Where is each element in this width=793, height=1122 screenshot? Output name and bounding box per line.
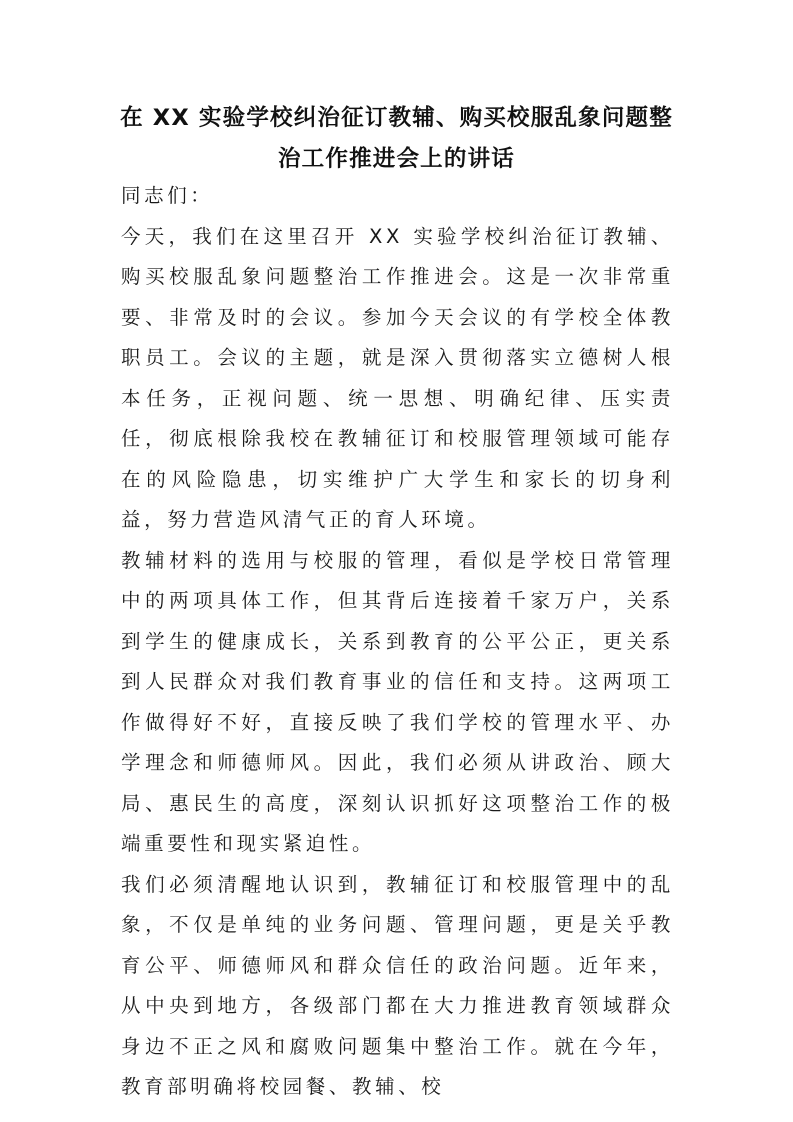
paragraph-3: 我们必须清醒地认识到，教辅征订和校服管理中的乱象，不仅是单纯的业务问题、管理问题，更是关乎教育公平、师德师风和群众信任的政治问题。近年来，从中央到地方，各级部门都在大力推进教育领域群众身边不正之风和腐败问题集中整治工作。就在今年，教育部明确将校园餐、教辅、校 (121, 872, 674, 1098)
paragraph-1: 今天，我们在这里召开 XX 实验学校纠治征订教辅、购买校服乱象问题整治工作推进会。这是一次非常重要、非常及时的会议。参加今天会议的有学校全体教职员工。会议的主题，就是深入贯彻落实立德树人根本任务，正视问题、统一思想、明确纪律、压实责任，彻底根除我校在教辅征订和校服管理领域可能存在的风险隐患，切实维护广大学生和家长的切身利益，努力营造风清气正的育人环境。 (121, 224, 674, 531)
salutation: 同志们： (121, 184, 214, 207)
document-body (121, 176, 674, 1108)
document-title: 在 XX 实验学校纠治征订教辅、购买校服乱象问题整治工作推进会上的讲话 (120, 105, 673, 172)
paragraph-2: 教辅材料的选用与校服的管理，看似是学校日常管理中的两项具体工作，但其背后连接着千家万户，关系到学生的健康成长，关系到教育的公平公正，更关系到人民群众对我们教育事业的信任和支持。这两项工作做得好不好，直接反映了我们学校的管理水平、办学理念和师德师风。因此，我们必须从讲政治、顾大局、惠民生的高度，深刻认识抓好这项整治工作的极端重要性和现实紧迫性。 (121, 548, 674, 855)
